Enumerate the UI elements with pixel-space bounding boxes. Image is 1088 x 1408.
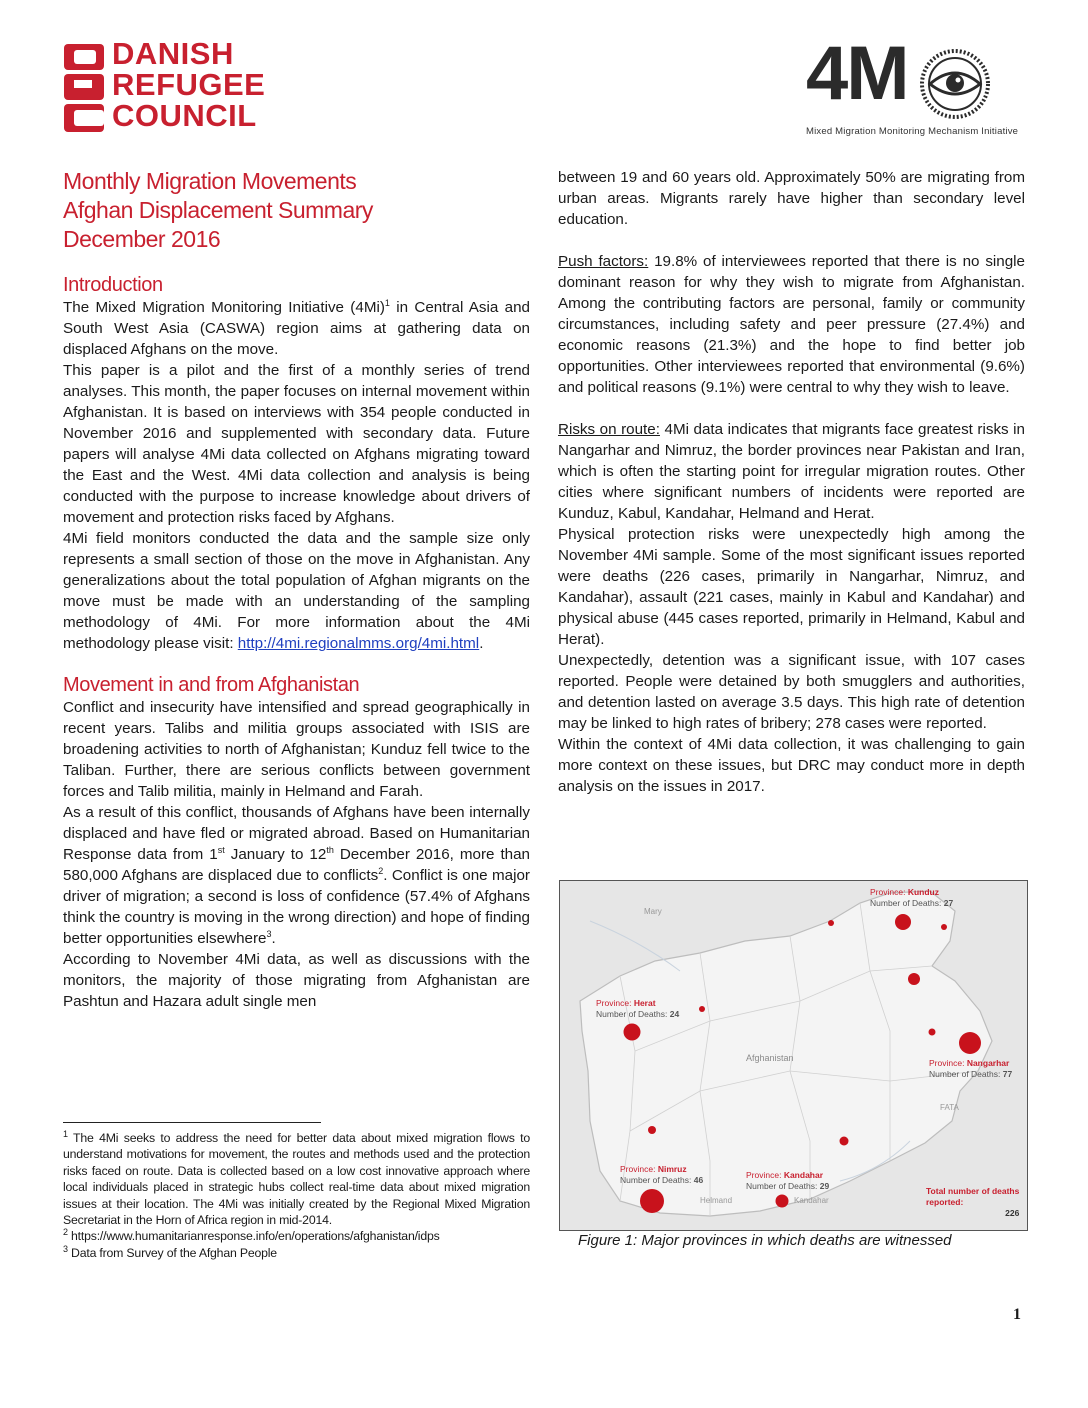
marker-kunduz (895, 914, 911, 930)
nangarhar-name: Nangarhar (966, 1058, 1010, 1068)
total-deaths-label-line-1: Total number of deaths (926, 1186, 1020, 1196)
footnote-ref-3: 3 (266, 928, 272, 939)
risks-label: Risks on route: (558, 421, 660, 438)
nimruz-name: Nimruz (657, 1164, 687, 1174)
drc-line-1: DANISH (112, 36, 234, 71)
marker-small-4 (699, 1006, 705, 1012)
marker-small-6 (648, 1126, 656, 1134)
movement-p2-b: January to 12 (224, 846, 327, 863)
footnotes (63, 1130, 530, 1261)
eye-icon (916, 48, 994, 120)
detention-paragraph: Unexpectedly, detention was a significant issue, with 107 cases reported. People were detained by both smugglers and authorities, and detention lasted on average 3.5 days. This high rate of detention may be linked to high rates of bribery; 278 cases were reported. (558, 652, 1025, 732)
title-line-3: December 2016 (63, 226, 221, 252)
province-label: Province: (870, 887, 906, 897)
deaths-label: Number of Deaths: (620, 1174, 692, 1185)
footnote-ref-2: 2 (378, 865, 384, 876)
drc-logo (62, 36, 282, 140)
ordinal-st: st (217, 844, 225, 855)
risks-text: 4Mi data indicates that migrants face greatest risks in Nangarhar and Nimruz, the border provinces near Pakistan and Iran, which is often the starting point for irregular migration routes. Other cities where significant numbers of incidents were reported are Kunduz, Kabul, Kandahar, Helmand and Herat. (558, 421, 1026, 522)
footnote-2 (63, 1228, 530, 1244)
ordinal-th: th (326, 844, 334, 855)
intro-p3-end: . (479, 635, 484, 652)
intro-paragraph-3 (63, 528, 530, 654)
footnote-2-number: 2 (63, 1227, 68, 1238)
movement-p2-a: As a result of this conflict, thousands of Afghans have been internally displaced and have fled or migrated abroad. Based on Humanitarian Response data from 1 (63, 804, 530, 863)
map-country-label: Afghanistan (746, 1053, 794, 1063)
drc-wordmark (112, 38, 265, 131)
nangarhar-deaths: 77 (1002, 1068, 1013, 1079)
marker-small-1 (828, 920, 834, 926)
province-label: Province: (596, 998, 632, 1008)
map-place-fata: FATA (940, 1103, 959, 1112)
risks-paragraph (558, 419, 1025, 524)
drc-emblem-icon (62, 40, 106, 136)
movement-paragraph-2 (63, 802, 530, 949)
footnote-1-number: 1 (63, 1128, 68, 1139)
province-label: Province: (620, 1164, 656, 1174)
total-deaths-label-line-2: reported: (926, 1197, 964, 1207)
deaths-label: Number of Deaths: (870, 897, 942, 908)
map-place-helmand: Helmand (700, 1196, 733, 1205)
marker-small-5 (929, 1029, 936, 1036)
title-line-2: Afghan Displacement Summary (63, 197, 373, 223)
movement-p2-c: December 2016, more than 580,000 Afghans are displaced due to conflicts (63, 846, 530, 884)
movement-p2-e: . (271, 930, 276, 947)
footnote-3-text: Data from Survey of the Afghan People (67, 1245, 277, 1260)
marker-small-2 (941, 924, 947, 930)
4mi-logo-text: 4M (806, 31, 908, 116)
kandahar-deaths: 29 (819, 1180, 830, 1191)
right-column (558, 167, 1025, 797)
page-number: 1 (1013, 1306, 1021, 1323)
province-label: Province: (746, 1170, 782, 1180)
intro-p1-text-2: in Central Asia and South West Asia (CASWA) region aims at gathering data on displaced Afghans on the move. (63, 299, 530, 358)
label-kunduz (870, 887, 953, 908)
kunduz-name: Kunduz (907, 887, 939, 897)
label-nangarhar (929, 1058, 1012, 1079)
total-deaths-label (926, 1186, 1019, 1219)
deaths-label: Number of Deaths: (746, 1180, 818, 1191)
intro-paragraph-1 (63, 297, 530, 360)
marker-herat (624, 1024, 641, 1041)
protection-risks-paragraph: Physical protection risks were unexpectedly high among the November 4Mi sample. Some of the most significant issues reported were deaths (226 cases, primarily in Nangarhar, Nimruz, and Kandahar), assault (221 cases, mainly in Kabul and Kandahar) and physical abuse (445 cases reported, primarily in Helmand, Kabul and Herat). (558, 526, 1025, 648)
marker-nimruz (640, 1189, 664, 1213)
nimruz-deaths: 46 (693, 1174, 704, 1185)
intro-p1-text: The Mixed Migration Monitoring Initiative (4Mi) (63, 299, 385, 316)
4mi-logo-subtitle: Mixed Migration Monitoring Mechanism Initiative (806, 126, 1019, 137)
label-herat (596, 998, 679, 1019)
4mi-logo (800, 31, 1019, 140)
demographics-paragraph: between 19 and 60 years old. Approximately 50% are migrating from urban areas. Migrants rarely have higher than secondary level education. (558, 169, 1025, 228)
context-paragraph: Within the context of 4Mi data collection, it was challenging to gain more context on these issues, but DRC may conduct more in depth analysis on the issues in 2017. (558, 736, 1025, 795)
kunduz-deaths: 27 (943, 897, 954, 908)
introduction-heading: Introduction (63, 274, 163, 296)
movement-heading: Movement in and from Afghanistan (63, 674, 360, 696)
push-factors-label: Push factors: (558, 253, 649, 270)
label-nimruz (620, 1164, 703, 1185)
marker-nangarhar (959, 1032, 981, 1054)
movement-p2-d: . Conflict is one major driver of migration; a second is loss of confidence (57.4% of Afghans think the country is moving in the wrong direction) and hope of finding better opportunities elsewhere (63, 867, 530, 947)
movement-paragraph-1: Conflict and insecurity have intensified and spread geographically in recent years. Talibs and militia groups associated with ISIS are broadening activities to north of Afghanistan; Kunduz fell twice to the Taliban. Further, there are serious conflicts between government forces and Talib militia, mainly in Helmand and Farah. (63, 699, 530, 800)
drc-line-2: REFUGEE (112, 67, 266, 102)
title-line-1: Monthly Migration Movements (63, 168, 357, 194)
marker-kandahar (776, 1195, 789, 1208)
intro-p3-text: 4Mi field monitors conducted the data and the sample size only represents a small section of those on the move in Afghanistan. Any generalizations about the total population of Afghan migrants on the move must be made with an understanding of the sampling methodology of 4Mi. For more information about the 4Mi methodology please visit: (63, 530, 530, 652)
herat-name: Herat (633, 998, 656, 1008)
movement-paragraph-3: According to November 4Mi data, as well as discussions with the monitors, the majority of those migrating from Afghanistan are Pashtun and Hazara adult single men (63, 951, 530, 1010)
marker-small-3 (908, 973, 920, 985)
map-place-kandahar: Kandahar (794, 1196, 829, 1205)
map-place-mary: Mary (644, 907, 662, 916)
methodology-link[interactable]: http://4mi.regionalmms.org/4mi.html (237, 635, 480, 652)
drc-line-3: COUNCIL (112, 98, 257, 133)
intro-paragraph-2: This paper is a pilot and the first of a monthly series of trend analyses. This month, the paper focuses on internal movement within Afghanistan. It is based on interviews with 354 people conducted in November 2016 and supplemented with secondary data. Future papers will analyse 4Mi data collected on Afghans migrating toward the East and the West. 4Mi data collection and analysis is being conducted with the purpose to increase knowledge about drivers of movement and protection risks faced by Afghans. (63, 362, 530, 526)
herat-deaths: 24 (669, 1008, 680, 1019)
total-deaths-value: 226 (1005, 1208, 1020, 1218)
left-column (63, 167, 530, 1012)
footnote-2-text: https://www.humanitarianresponse.info/en/operations/afghanistan/idps (67, 1229, 440, 1244)
push-factors-text: 19.8% of interviewees reported that there is no single dominant reason for why they wish to migrate from Afghanistan. Among the contributing factors are personal, family or community circumstances, including safety and peer pressure (27.4%) and economic reasons (21.3%) and the hope to find better job opportunities. Other interviewees reported that environmental (9.6%) and political reasons (9.1%) were central to why they wish to leave. (558, 253, 1025, 396)
footnote-1-text: The 4Mi seeks to address the need for better data about mixed migration flows to understand motivations for movement, the routes and methods used and the protection risks faced on route. Data is collected based on a low cost innovative approach where local individuals placed in strategic hubs collect real-time data about mixed migration issues at their location. The 4Mi was initially created by the Regional Mixed Migration Secretariat in the Horn of Africa region in mid-2014. (63, 1131, 530, 1228)
footnote-1 (63, 1130, 530, 1228)
province-label: Province: (929, 1058, 965, 1068)
footnote-ref-1: 1 (384, 297, 390, 308)
kandahar-name: Kandahar (783, 1170, 824, 1180)
label-kandahar (746, 1170, 829, 1191)
deaths-label: Number of Deaths: (596, 1008, 668, 1019)
figure-caption: Figure 1: Major provinces in which deaths are witnessed (578, 1232, 952, 1249)
document-title (63, 167, 530, 254)
push-factors-paragraph (558, 251, 1025, 398)
footnote-divider (63, 1122, 321, 1123)
deaths-label: Number of Deaths: (929, 1068, 1001, 1079)
marker-small-7 (840, 1137, 849, 1146)
footnote-3-number: 3 (63, 1243, 68, 1254)
footnote-3 (63, 1245, 530, 1261)
